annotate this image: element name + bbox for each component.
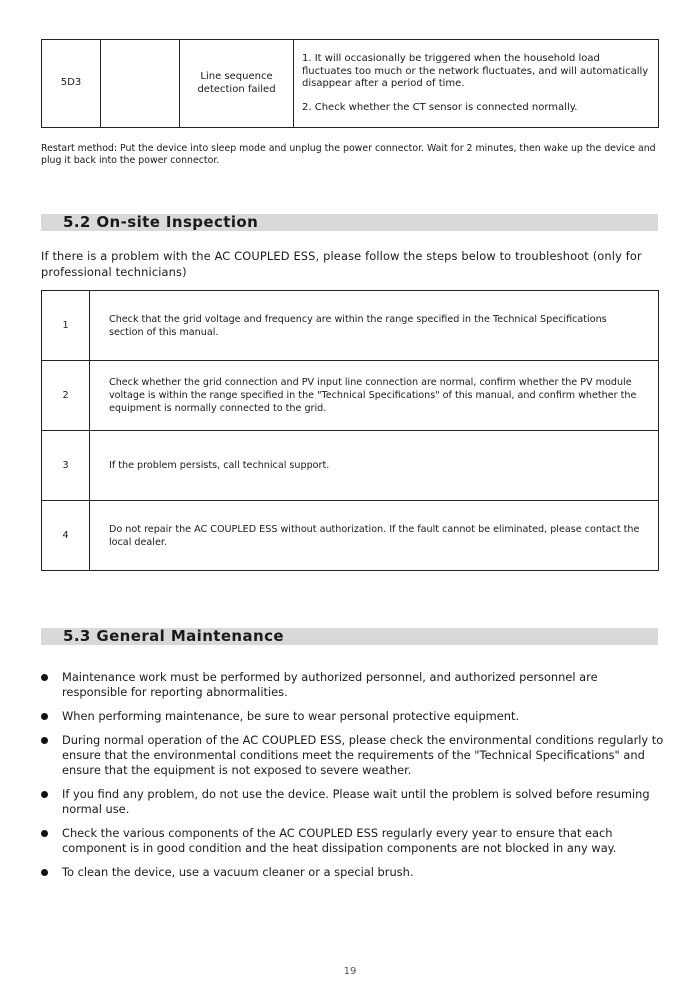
list-item <box>41 826 666 856</box>
list-item-text: If you find any problem, do not use the device. Please wait until the problem is solved before resuming normal use. <box>62 787 650 816</box>
bullet-icon <box>41 713 48 720</box>
step-text: Do not repair the AC COUPLED ESS without authorization. If the fault cannot be eliminated, please contact the local dealer. <box>90 501 659 571</box>
table-row <box>42 431 659 501</box>
table-row <box>42 361 659 431</box>
list-item-text: Maintenance work must be performed by authorized personnel, and authorized personnel are responsible for reporting abnormalities. <box>62 670 598 699</box>
section-intro: If there is a problem with the AC COUPLED ESS, please follow the steps below to troubleshoot (only for professional technicians) <box>41 249 642 279</box>
page-number: 19 <box>343 966 357 977</box>
list-item-text: During normal operation of the AC COUPLED ESS, please check the environmental conditions regularly to ensure that the environmental conditions meet the requirements of the "Technical Specifications" and ensure that the equipment is not exposed to severe weather. <box>62 733 664 777</box>
bullet-icon <box>41 674 48 681</box>
fault-code-table <box>41 39 659 128</box>
empty-cell <box>101 40 180 128</box>
fault-code: 5D3 <box>42 40 101 128</box>
step-number: 4 <box>42 501 90 571</box>
list-item <box>41 733 666 778</box>
step-number: 2 <box>42 361 90 431</box>
section-heading-5-2 <box>41 214 658 231</box>
step-text: Check that the grid voltage and frequency are within the range specified in the Technical Specifications section of this manual. <box>90 291 659 361</box>
solution-line: 2. Check whether the CT sensor is connected normally. <box>302 101 578 113</box>
section-title: 5.3 General Maintenance <box>63 627 284 645</box>
section-title: 5.2 On-site Inspection <box>63 213 259 231</box>
table-row <box>42 501 659 571</box>
list-item <box>41 787 666 817</box>
bullet-icon <box>41 869 48 876</box>
inspection-steps-table <box>41 290 659 571</box>
list-item-text: To clean the device, use a vacuum cleaner or a special brush. <box>62 865 414 879</box>
step-text: If the problem persists, call technical support. <box>90 431 659 501</box>
fault-solution <box>294 40 659 128</box>
maintenance-list <box>41 670 666 889</box>
list-item <box>41 709 666 724</box>
list-item <box>41 865 666 880</box>
list-item <box>41 670 666 700</box>
restart-method-note: Restart method: Put the device into sleep mode and unplug the power connector. Wait for 2 minutes, then wake up the device and plug it back into the power connector. <box>41 143 656 166</box>
step-number: 3 <box>42 431 90 501</box>
bullet-icon <box>41 737 48 744</box>
list-item-text: Check the various components of the AC COUPLED ESS regularly every year to ensure that each component is in good condition and the heat dissipation components are not blocked in any way. <box>62 826 617 855</box>
step-text: Check whether the grid connection and PV input line connection are normal, confirm whether the PV module voltage is within the range specified in the "Technical Specifications" of this manual, and confirm whether the equipment is normally connected to the grid. <box>90 361 659 431</box>
fault-name: Line sequence detection failed <box>180 40 294 128</box>
bullet-icon <box>41 791 48 798</box>
bullet-icon <box>41 830 48 837</box>
solution-line: 1. It will occasionally be triggered when the household load fluctuates too much or the network fluctuates, and will automatically disappear after a period of time. <box>302 53 649 89</box>
section-heading-5-3 <box>41 628 658 645</box>
step-number: 1 <box>42 291 90 361</box>
table-row <box>42 291 659 361</box>
list-item-text: When performing maintenance, be sure to wear personal protective equipment. <box>62 709 520 723</box>
table-row <box>42 40 659 128</box>
